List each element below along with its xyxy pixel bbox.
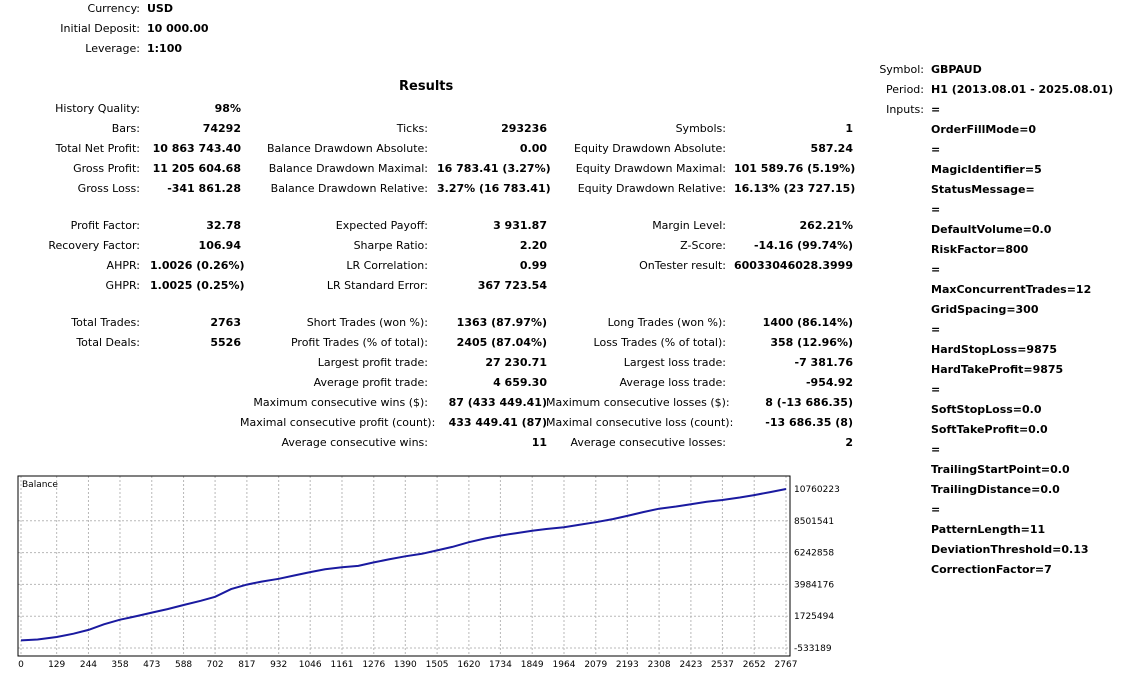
expected-payoff-label: Expected Payoff: xyxy=(335,219,428,232)
margin-level-value: 262.21% xyxy=(799,219,853,232)
balance-dd-abs-value: 0.00 xyxy=(519,142,547,155)
chart-grid xyxy=(18,476,790,656)
profit-trades-value: 2405 (87.04%) xyxy=(456,336,547,349)
x-tick-label: 129 xyxy=(48,660,66,670)
y-tick-label: 1725494 xyxy=(794,612,835,623)
balance-dd-abs-label: Balance Drawdown Absolute: xyxy=(266,142,428,155)
input-param: = xyxy=(931,383,941,396)
largest-loss-trade-value: -7 381.76 xyxy=(794,356,853,369)
x-tick-label: 1161 xyxy=(330,660,354,670)
balance-chart xyxy=(0,470,850,670)
maximal-consec-profit-value: 433 449.41 (87) xyxy=(448,416,547,429)
x-tick-label: 2423 xyxy=(679,660,703,670)
input-param: HardStopLoss=9875 xyxy=(931,343,1058,356)
y-tick-label: 3984176 xyxy=(794,580,835,591)
chart-title: Balance xyxy=(22,480,58,490)
avg-loss-trade-label: Average loss trade: xyxy=(619,376,726,389)
input-param: PatternLength=11 xyxy=(931,523,1046,536)
largest-profit-trade-value: 27 230.71 xyxy=(485,356,547,369)
equity-dd-abs-value: 587.24 xyxy=(810,142,853,155)
inputs-label: Inputs: xyxy=(886,103,924,116)
x-tick-label: 1046 xyxy=(298,660,322,670)
short-trades-label: Short Trades (won %): xyxy=(306,316,428,329)
equity-dd-abs-label: Equity Drawdown Absolute: xyxy=(574,142,726,155)
input-param: SoftStopLoss=0.0 xyxy=(931,403,1042,416)
symbols-value: 1 xyxy=(845,122,853,135)
expected-payoff-value: 3 931.87 xyxy=(493,219,547,232)
balance-dd-max-label: Balance Drawdown Maximal: xyxy=(268,162,428,175)
x-tick-label: 1849 xyxy=(520,660,544,670)
ghpr-value: 1.0025 (0.25%) xyxy=(150,279,245,292)
symbol-label: Symbol: xyxy=(879,63,924,76)
ontester-result-label: OnTester result: xyxy=(639,259,726,272)
x-tick-label: 2079 xyxy=(584,660,608,670)
input-param: TrailingStartPoint=0.0 xyxy=(931,463,1070,476)
x-tick-label: 1390 xyxy=(393,660,417,670)
equity-dd-max-value: 101 589.76 (5.19%) xyxy=(734,162,856,175)
total-net-profit-label: Total Net Profit: xyxy=(55,142,140,155)
sharpe-ratio-label: Sharpe Ratio: xyxy=(353,239,428,252)
history-quality-value: 98% xyxy=(214,102,241,115)
avg-consec-wins-value: 11 xyxy=(531,436,547,449)
currency-value: USD xyxy=(147,2,173,15)
gross-profit-label: Gross Profit: xyxy=(73,162,140,175)
balance-line xyxy=(21,489,786,640)
ontester-result-value: 60033046028.3999 xyxy=(734,259,853,272)
gross-loss-label: Gross Loss: xyxy=(77,182,140,195)
y-tick-label: 8501541 xyxy=(794,516,835,527)
long-trades-label: Long Trades (won %): xyxy=(607,316,726,329)
balance-dd-max-value: 16 783.41 (3.27%) xyxy=(437,162,551,175)
short-trades-value: 1363 (87.97%) xyxy=(456,316,547,329)
max-consec-losses-value: 8 (-13 686.35) xyxy=(765,396,853,409)
largest-profit-trade-label: Largest profit trade: xyxy=(317,356,428,369)
input-param: SoftTakeProfit=0.0 xyxy=(931,423,1048,436)
avg-consec-losses-label: Average consecutive losses: xyxy=(570,436,726,449)
period-label: Period: xyxy=(885,83,924,96)
x-tick-label: 2767 xyxy=(774,660,798,670)
profit-factor-value: 32.78 xyxy=(206,219,241,232)
profit-factor-label: Profit Factor: xyxy=(70,219,140,232)
total-deals-value: 5526 xyxy=(210,336,241,349)
x-tick-label: 932 xyxy=(270,660,288,670)
input-param: = xyxy=(931,323,941,336)
avg-consec-wins-label: Average consecutive wins: xyxy=(281,436,428,449)
largest-loss-trade-label: Largest loss trade: xyxy=(623,356,726,369)
x-tick-label: 588 xyxy=(174,660,193,670)
z-score-value: -14.16 (99.74%) xyxy=(753,239,853,252)
input-param: = xyxy=(931,443,941,456)
input-param: RiskFactor=800 xyxy=(931,243,1029,256)
bars-value: 74292 xyxy=(202,122,241,135)
balance-dd-rel-label: Balance Drawdown Relative: xyxy=(270,182,428,195)
input-param: = xyxy=(931,143,941,156)
ticks-label: Ticks: xyxy=(396,122,428,135)
long-trades-value: 1400 (86.14%) xyxy=(762,316,853,329)
currency-label: Currency: xyxy=(87,2,140,15)
x-tick-label: 2652 xyxy=(742,660,766,670)
avg-loss-trade-value: -954.92 xyxy=(805,376,853,389)
lr-std-error-label: LR Standard Error: xyxy=(326,279,428,292)
bars-label: Bars: xyxy=(111,122,140,135)
inputs-list xyxy=(931,103,1091,583)
input-param: CorrectionFactor=7 xyxy=(931,563,1052,576)
maximal-consec-loss-value: -13 686.35 (8) xyxy=(765,416,853,429)
z-score-label: Z-Score: xyxy=(680,239,726,252)
x-tick-label: 1276 xyxy=(362,660,386,670)
avg-profit-trade-value: 4 659.30 xyxy=(493,376,547,389)
results-title: Results xyxy=(399,79,454,94)
sharpe-ratio-value: 2.20 xyxy=(519,239,547,252)
chart-y-ticks xyxy=(794,485,840,654)
margin-level-label: Margin Level: xyxy=(652,219,726,232)
max-consec-wins-value: 87 (433 449.41) xyxy=(448,396,547,409)
y-tick-label: 6242858 xyxy=(794,548,835,559)
input-param: MagicIdentifier=5 xyxy=(931,163,1042,176)
input-param: = xyxy=(931,103,941,116)
leverage-label: Leverage: xyxy=(85,42,140,55)
x-tick-label: 1505 xyxy=(425,660,449,670)
total-deals-label: Total Deals: xyxy=(76,336,140,349)
y-tick-label: -533189 xyxy=(794,644,832,654)
total-net-profit-value: 10 863 743.40 xyxy=(152,142,241,155)
input-param: OrderFillMode=0 xyxy=(931,123,1037,136)
gross-loss-value: -341 861.28 xyxy=(167,182,241,195)
x-tick-label: 2193 xyxy=(615,660,639,670)
avg-profit-trade-label: Average profit trade: xyxy=(313,376,428,389)
input-param: HardTakeProfit=9875 xyxy=(931,363,1064,376)
avg-consec-losses-value: 2 xyxy=(845,436,853,449)
input-param: DeviationThreshold=0.13 xyxy=(931,543,1089,556)
chart-x-ticks xyxy=(18,660,797,670)
x-tick-label: 358 xyxy=(111,660,129,670)
balance-dd-rel-value: 3.27% (16 783.41) xyxy=(437,182,551,195)
input-param: = xyxy=(931,263,941,276)
ticks-value: 293236 xyxy=(501,122,547,135)
x-tick-label: 1964 xyxy=(552,660,576,670)
x-tick-label: 2308 xyxy=(647,660,671,670)
input-param: StatusMessage= xyxy=(931,183,1035,196)
x-tick-label: 0 xyxy=(18,660,24,670)
ghpr-label: GHPR: xyxy=(105,279,140,292)
input-param: MaxConcurrentTrades=12 xyxy=(931,283,1092,296)
equity-dd-rel-label: Equity Drawdown Relative: xyxy=(577,182,726,195)
symbol-value: GBPAUD xyxy=(931,63,982,76)
chart-frame xyxy=(18,476,790,656)
max-consec-wins-label: Maximum consecutive wins ($): xyxy=(253,396,428,409)
input-param: GridSpacing=300 xyxy=(931,303,1039,316)
x-tick-label: 244 xyxy=(79,660,98,670)
maximal-consec-profit-label: Maximal consecutive profit (count): xyxy=(240,416,436,429)
lr-std-error-value: 367 723.54 xyxy=(477,279,547,292)
x-tick-label: 817 xyxy=(238,660,256,670)
max-consec-losses-label: Maximum consecutive losses ($): xyxy=(546,396,730,409)
recovery-factor-label: Recovery Factor: xyxy=(48,239,140,252)
initial-deposit-label: Initial Deposit: xyxy=(60,22,140,35)
maximal-consec-loss-label: Maximal consecutive loss (count): xyxy=(546,416,734,429)
total-trades-label: Total Trades: xyxy=(71,316,140,329)
period-value: H1 (2013.08.01 - 2025.08.01) xyxy=(931,83,1114,96)
x-tick-label: 1620 xyxy=(457,660,481,670)
chart-series xyxy=(21,489,786,640)
recovery-factor-value: 106.94 xyxy=(198,239,241,252)
initial-deposit-value: 10 000.00 xyxy=(147,22,209,35)
x-tick-label: 473 xyxy=(143,660,161,670)
y-tick-label: 10760223 xyxy=(794,485,840,495)
equity-dd-rel-value: 16.13% (23 727.15) xyxy=(734,182,856,195)
lr-correlation-value: 0.99 xyxy=(519,259,547,272)
symbols-label: Symbols: xyxy=(675,122,726,135)
history-quality-label: History Quality: xyxy=(55,102,140,115)
x-tick-label: 2537 xyxy=(710,660,734,670)
loss-trades-value: 358 (12.96%) xyxy=(770,336,853,349)
lr-correlation-label: LR Correlation: xyxy=(346,259,428,272)
input-param: = xyxy=(931,203,941,216)
input-param: TrailingDistance=0.0 xyxy=(931,483,1060,496)
x-tick-label: 702 xyxy=(206,660,224,670)
equity-dd-max-label: Equity Drawdown Maximal: xyxy=(575,162,726,175)
x-tick-label: 1734 xyxy=(488,660,512,670)
input-param: = xyxy=(931,503,941,516)
input-param: DefaultVolume=0.0 xyxy=(931,223,1052,236)
ahpr-label: AHPR: xyxy=(106,259,140,272)
gross-profit-value: 11 205 604.68 xyxy=(152,162,241,175)
profit-trades-label: Profit Trades (% of total): xyxy=(290,336,428,349)
loss-trades-label: Loss Trades (% of total): xyxy=(593,336,726,349)
ahpr-value: 1.0026 (0.26%) xyxy=(150,259,245,272)
total-trades-value: 2763 xyxy=(210,316,241,329)
leverage-value: 1:100 xyxy=(147,42,183,55)
